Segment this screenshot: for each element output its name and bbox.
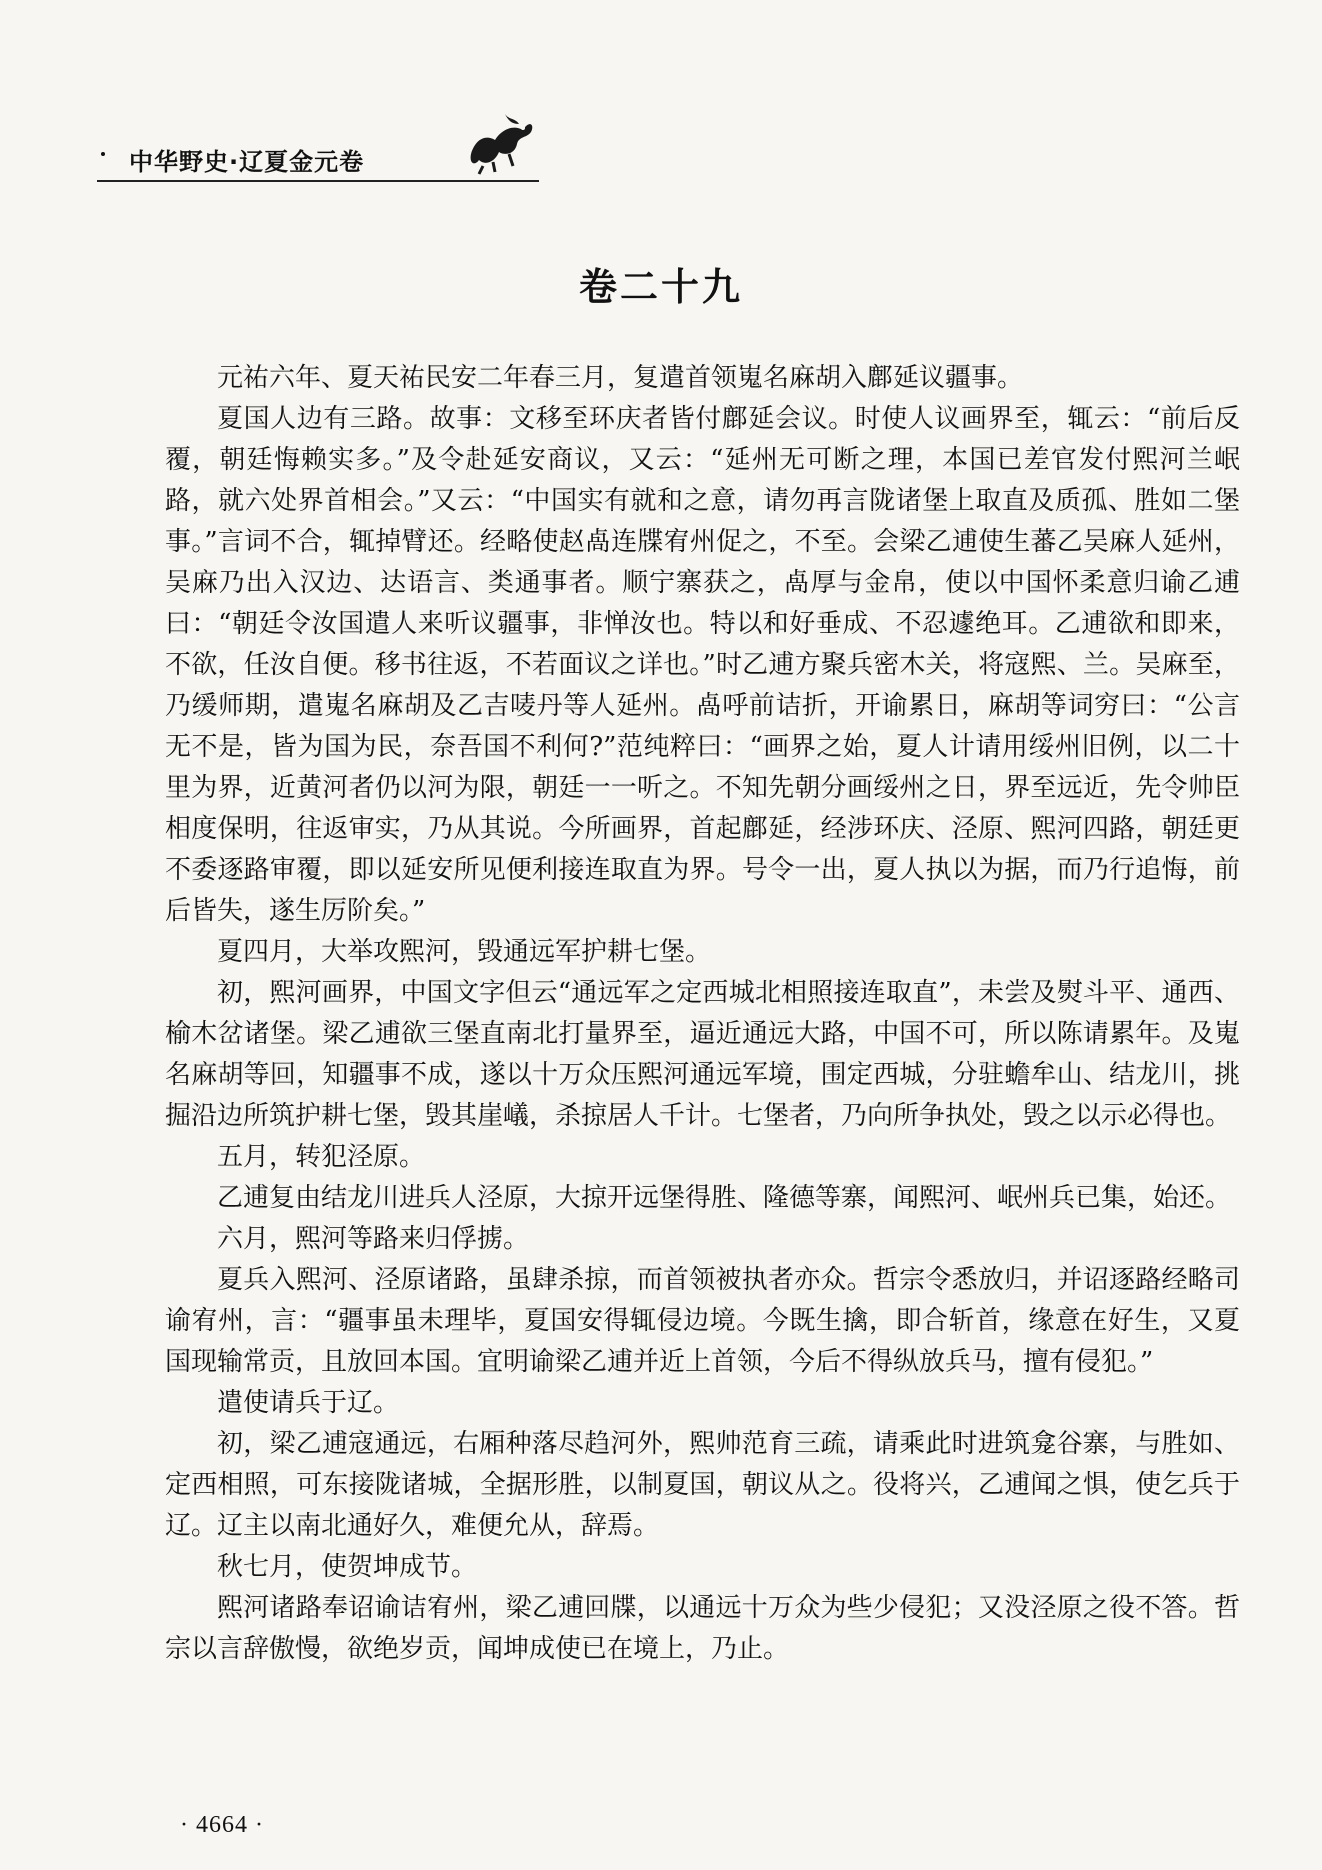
running-header [97,96,537,180]
header-rule [97,180,539,182]
paragraph: 初，梁乙逋寇通远，右厢种落尽趋河外，熙帅范育三疏，请乘此时进筑龛谷寨，与胜如、定西相照，可东接陇诸城，全据形胜，以制夏国，朝议从之。役将兴，乙逋闻之惧，使乞兵于辽。辽主以南北通好久，难便允从，辞焉。 [165,1429,1240,1541]
paragraph: 夏兵入熙河、泾原诸路，虽肆杀掠，而首领被执者亦众。哲宗令悉放归，并诏逐路经略司谕宥州，言：“疆事虽未理毕，夏国安得辄侵边境。今既生擒，即合斩首，缘意在好生，又夏国现输常贡，且放回本国。宜明谕梁乙逋并近上首领，今后不得纵放兵马，擅有侵犯。” [165,1265,1240,1377]
paragraph: 六月，熙河等路来归俘掳。 [217,1224,530,1254]
paragraph: 乙逋复由结龙川进兵人泾原，大掠开远堡得胜、隆德等寨，闻熙河、岷州兵已集，始还。 [217,1183,1232,1213]
paragraph: 初，熙河画界，中国文字但云“通远军之定西城北相照接连取直”，未尝及熨斗平、通西、榆木岔诸堡。梁乙逋欲三堡直南北打量界至，逼近通远大路，中国不可，所以陈请累年。及嵬名麻胡等回，知疆事不成，遂以十万众压熙河通远军境，围定西城，分驻蟾牟山、结龙川，挑掘沿边所筑护耕七堡，毁其崖嶬，杀掠居人千计。七堡者，乃向所争执处，毁之以示必得也。 [165,978,1240,1131]
paragraph: 夏四月，大举攻熙河，毁通远军护耕七堡。 [217,937,712,967]
paragraph: 遣使请兵于辽。 [217,1388,400,1418]
paragraph: 秋七月，使贺坤成节。 [217,1552,478,1582]
paragraph: 夏国人边有三路。故事：文移至环庆者皆付鄜延会议。时使人议画界至，辄云：“前后反覆，朝廷悔赖实多。”及令赴延安商议，又云：“延州无可断之理，本国已差官发付熙河兰岷路，就六处界首相会。”又云：“中国实有就和之意，请勿再言陇诸堡上取直及质孤、胜如二堡事。”言词不合，辄掉臂还。经略使赵卨连牒宥州促之，不至。会梁乙逋使生蕃乙吴麻人延州，吴麻乃出入汉边、达语言、类通事者。顺宁寨获之，卨厚与金帛，使以中国怀柔意归谕乙逋曰：“朝廷令汝国遣人来听议疆事，非惮汝也。特以和好垂成、不忍遽绝耳。乙逋欲和即来，不欲，任汝自便。移书往返，不若面议之详也。”时乙逋方聚兵密木关，将寇熙、兰。吴麻至，乃缓师期，遣嵬名麻胡及乙吉唛丹等人延州。卨呼前诘折，开谕累日，麻胡等词穷曰：“公言无不是，皆为国为民，奈吾国不利何?”范纯粹曰：“画界之始，夏人计请用绥州旧例，以二十里为界，近黄河者仍以河为限，朝廷一一听之。不知先朝分画绥州之日，界至远近，先令帅臣相度保明，往返审实，乃从其说。今所画界，首起鄜延，经涉环庆、泾原、熙河四路，朝廷更不委逐路审覆，即以延安所见便利接连取直为界。号令一出，夏人执以为据，而乃行追悔，前后皆失，遂生厉阶矣。” [165,404,1240,926]
dragon-emblem-icon [465,110,537,176]
paragraph: 元祐六年、夏天祐民安二年春三月，复遣首领嵬名麻胡入鄜延议疆事。 [217,363,1024,393]
body-text [165,358,1240,1670]
page-number: · 4664 · [180,1812,264,1838]
chapter-title: 卷二十九 [578,265,743,309]
paragraph: 五月，转犯泾原。 [217,1142,426,1172]
paragraph: 熙河诸路奉诏谕诘宥州，梁乙逋回牒，以通远十万众为些少侵犯；又没泾原之役不答。哲宗以言辞傲慢，欲绝岁贡，闻坤成使已在境上，乃止。 [165,1593,1240,1664]
header-bullet [101,152,105,156]
header-title: 中华野史·辽夏金元卷 [129,148,365,176]
